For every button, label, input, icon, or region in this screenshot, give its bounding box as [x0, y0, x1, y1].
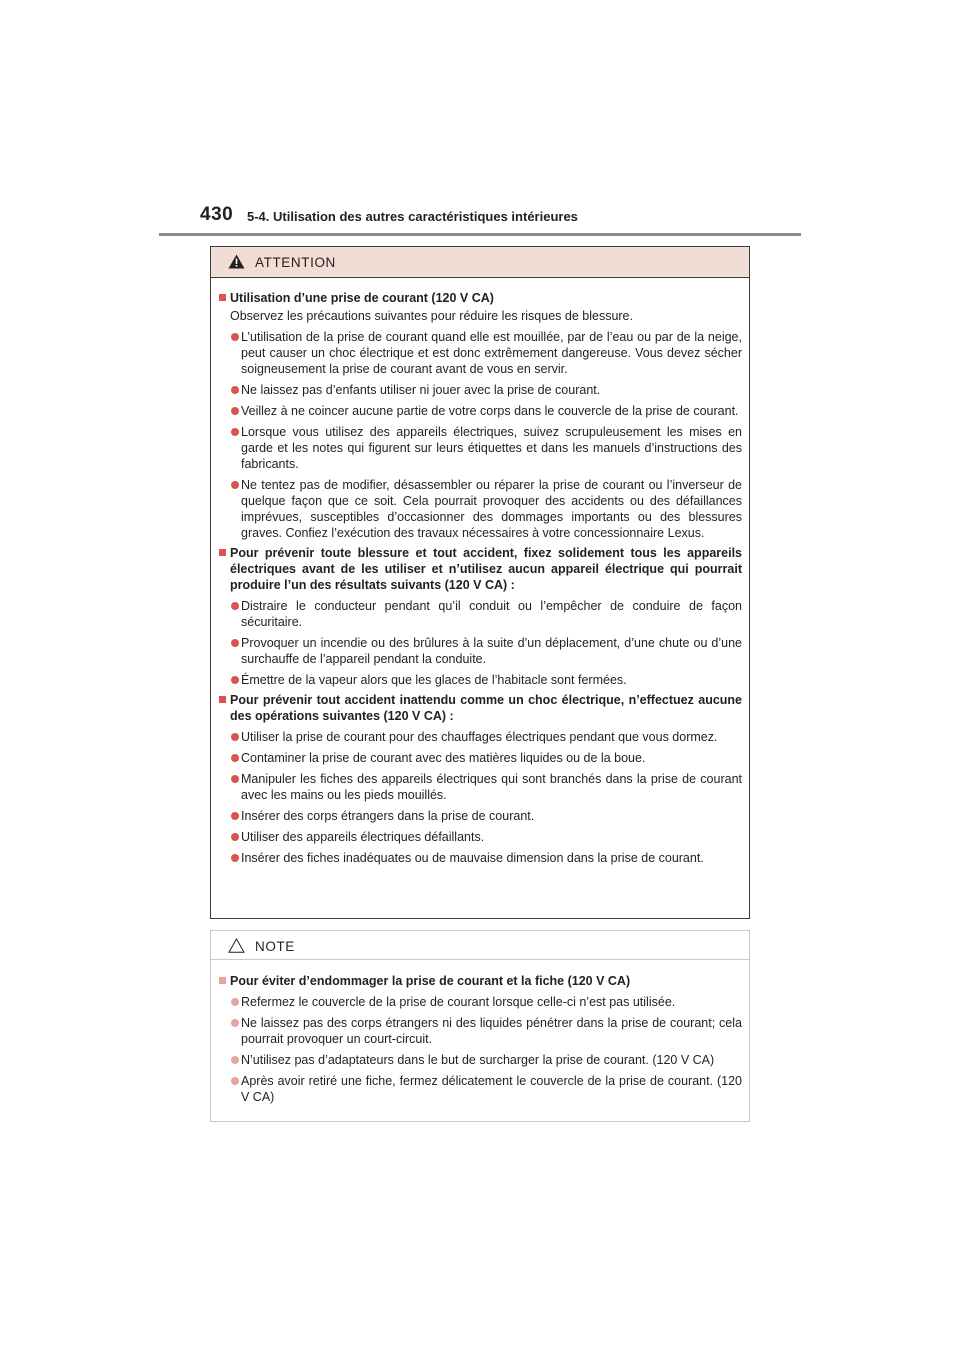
bullet-icon — [231, 428, 239, 436]
bullet-icon — [231, 854, 239, 862]
list-item: Ne tentez pas de modifier, désassembler ou réparer la prise de courant ou l’inverseur de quelque façon que ce soit. Cela pourrait provoquer des accidents ou des défaillances imprévues, susceptibles d’occasionner des dommages importants ou des blessures graves. Confiez l’exécution des travaux nécessaires à votre concessionnaire Lexus. — [219, 477, 742, 541]
attention-topic: Utilisation d’une prise de courant (120 V CA) — [219, 290, 742, 306]
bullet-icon — [231, 407, 239, 415]
bullet-icon — [231, 602, 239, 610]
attention-topic: Pour prévenir toute blessure et tout accident, fixez solidement tous les appareils électriques avant de les utiliser et n’utilisez aucun appareil électrique qui pourrait produire l’un des résultats suivants (120 V CA) : — [219, 545, 742, 593]
list-item: Contaminer la prise de courant avec des matières liquides ou de la boue. — [219, 750, 742, 766]
page-number: 430 — [200, 204, 234, 225]
warning-icon — [228, 254, 245, 269]
list-item: Ne laissez pas des corps étrangers ni des liquides pénétrer dans la prise de courant; cela pourrait provoquer un court-circuit. — [219, 1015, 742, 1047]
list-item: Provoquer un incendie ou des brûlures à la suite d’un déplacement, d’une chute ou d’une surchauffe de l’appareil pendant la conduite. — [219, 635, 742, 667]
section-title: 5-4. Utilisation des autres caractéristiques intérieures — [247, 209, 578, 224]
bullet-icon — [231, 833, 239, 841]
bullet-icon — [231, 1056, 239, 1064]
list-item: Manipuler les fiches des appareils électriques qui sont branchés dans la prise de courant avec les mains ou les pieds mouillés. — [219, 771, 742, 803]
list-item: Veillez à ne coincer aucune partie de votre corps dans le couvercle de la prise de courant. — [219, 403, 742, 419]
square-bullet-icon — [219, 294, 226, 301]
list-item: Refermez le couvercle de la prise de courant lorsque celle-ci n’est pas utilisée. — [219, 994, 742, 1010]
note-header — [211, 931, 749, 960]
list-item: Distraire le conducteur pendant qu’il conduit ou l’empêcher de conduire de façon sécuritaire. — [219, 598, 742, 630]
list-item: Insérer des fiches inadéquates ou de mauvaise dimension dans la prise de courant. — [219, 850, 742, 866]
attention-title: ATTENTION — [255, 255, 336, 270]
note-topic: Pour éviter d’endommager la prise de courant et la fiche (120 V CA) — [219, 973, 742, 989]
list-item: Insérer des corps étrangers dans la prise de courant. — [219, 808, 742, 824]
list-item: L’utilisation de la prise de courant quand elle est mouillée, par de l’eau ou par de la neige, peut causer un choc électrique et est donc extrêmement dangereuse. Vous devez sécher soigneusement la prise de courant avant de vous en servir. — [219, 329, 742, 377]
attention-header — [211, 247, 749, 278]
attention-topic: Pour prévenir tout accident inattendu comme un choc électrique, n’effectuez aucune des opérations suivantes (120 V CA) : — [219, 692, 742, 724]
bullet-icon — [231, 1019, 239, 1027]
attention-intro: Observez les précautions suivantes pour réduire les risques de blessure. — [230, 309, 633, 323]
bullet-icon — [231, 333, 239, 341]
square-bullet-icon — [219, 696, 226, 703]
header-rule — [159, 233, 801, 236]
square-bullet-icon — [219, 977, 226, 984]
bullet-icon — [231, 386, 239, 394]
list-item: Après avoir retiré une fiche, fermez délicatement le couvercle de la prise de courant. (120 V CA) — [219, 1073, 742, 1105]
bullet-icon — [231, 754, 239, 762]
note-title: NOTE — [255, 939, 295, 954]
list-item: N’utilisez pas d’adaptateurs dans le but de surcharger la prise de courant. (120 V CA) — [219, 1052, 742, 1068]
attention-box — [210, 246, 750, 919]
list-item: Utiliser des appareils électriques défaillants. — [219, 829, 742, 845]
bullet-icon — [231, 775, 239, 783]
list-item: Émettre de la vapeur alors que les glaces de l’habitacle sont fermées. — [219, 672, 742, 688]
bullet-icon — [231, 1077, 239, 1085]
bullet-icon — [231, 639, 239, 647]
list-item: Utiliser la prise de courant pour des chauffages électriques pendant que vous dormez. — [219, 729, 742, 745]
bullet-icon — [231, 812, 239, 820]
note-box — [210, 930, 750, 1122]
square-bullet-icon — [219, 549, 226, 556]
caution-outline-icon — [228, 938, 245, 953]
bullet-icon — [231, 998, 239, 1006]
page-header — [200, 204, 800, 234]
list-item: Ne laissez pas d’enfants utiliser ni jouer avec la prise de courant. — [219, 382, 742, 398]
bullet-icon — [231, 733, 239, 741]
bullet-icon — [231, 676, 239, 684]
list-item: Lorsque vous utilisez des appareils électriques, suivez scrupuleusement les mises en garde et les notes qui figurent sur leurs étiquettes et dans les manuels d’instructions des fabricants. — [219, 424, 742, 472]
bullet-icon — [231, 481, 239, 489]
